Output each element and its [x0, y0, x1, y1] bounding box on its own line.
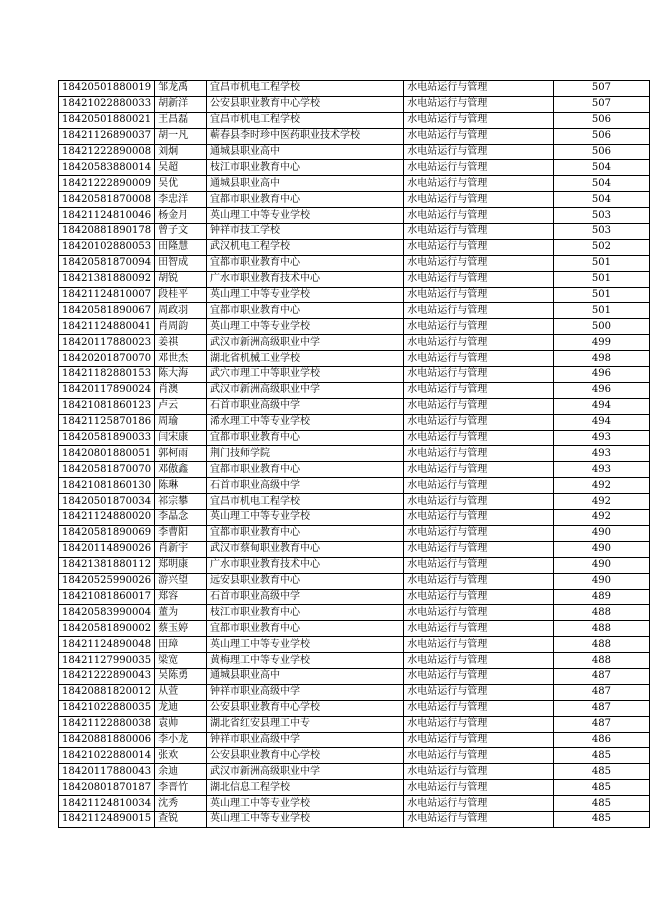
major-cell: 水电站运行与管理 — [404, 271, 554, 287]
table-row — [59, 796, 650, 812]
table-row — [59, 525, 650, 541]
score-cell: 488 — [553, 605, 649, 621]
table-row — [59, 208, 650, 224]
score-cell: 494 — [553, 398, 649, 414]
school-name-cell: 浠水理工中等专业学校 — [207, 414, 404, 430]
school-name-cell: 宜都市职业教育中心 — [207, 192, 404, 208]
student-name-cell: 李曹阳 — [155, 525, 207, 541]
score-cell: 487 — [553, 684, 649, 700]
school-name-cell: 远安县职业教育中心 — [207, 573, 404, 589]
table-row — [59, 271, 650, 287]
candidate-id-cell: 18420801870187 — [59, 780, 155, 796]
score-cell: 501 — [553, 287, 649, 303]
table-row — [59, 541, 650, 557]
major-cell: 水电站运行与管理 — [404, 239, 554, 255]
table-row — [59, 668, 650, 684]
major-cell: 水电站运行与管理 — [404, 351, 554, 367]
table-row — [59, 557, 650, 573]
student-name-cell: 郑容 — [155, 589, 207, 605]
table-row — [59, 653, 650, 669]
table-row — [59, 494, 650, 510]
table-row — [59, 287, 650, 303]
major-cell: 水电站运行与管理 — [404, 112, 554, 128]
score-cell: 485 — [553, 796, 649, 812]
candidate-id-cell: 18421124890015 — [59, 811, 155, 827]
major-cell: 水电站运行与管理 — [404, 319, 554, 335]
major-cell: 水电站运行与管理 — [404, 541, 554, 557]
student-name-cell: 田智成 — [155, 255, 207, 271]
major-cell: 水电站运行与管理 — [404, 224, 554, 240]
student-name-cell: 刘炯 — [155, 144, 207, 160]
school-name-cell: 通城县职业高中 — [207, 176, 404, 192]
major-cell: 水电站运行与管理 — [404, 637, 554, 653]
candidate-id-cell: 18421022880033 — [59, 96, 155, 112]
score-cell: 501 — [553, 271, 649, 287]
table-row — [59, 446, 650, 462]
table-row — [59, 732, 650, 748]
student-name-cell: 陈琳 — [155, 478, 207, 494]
candidate-id-cell: 18421022880014 — [59, 748, 155, 764]
candidate-id-cell: 18420581890002 — [59, 621, 155, 637]
student-name-cell: 卢云 — [155, 398, 207, 414]
candidate-id-cell: 18421124880020 — [59, 510, 155, 526]
school-name-cell: 黄梅理工中等专业学校 — [207, 653, 404, 669]
major-cell: 水电站运行与管理 — [404, 684, 554, 700]
school-name-cell: 广水市职业教育技术中心 — [207, 557, 404, 573]
student-name-cell: 袁帅 — [155, 716, 207, 732]
major-cell: 水电站运行与管理 — [404, 430, 554, 446]
score-table — [58, 80, 650, 828]
school-name-cell: 枝江市职业教育中心 — [207, 605, 404, 621]
table-row — [59, 414, 650, 430]
major-cell: 水电站运行与管理 — [404, 668, 554, 684]
school-name-cell: 蕲春县李时珍中医药职业技术学校 — [207, 128, 404, 144]
major-cell: 水电站运行与管理 — [404, 176, 554, 192]
score-cell: 485 — [553, 764, 649, 780]
table-row — [59, 764, 650, 780]
score-cell: 504 — [553, 192, 649, 208]
table-row — [59, 303, 650, 319]
table-row — [59, 716, 650, 732]
school-name-cell: 宜都市职业教育中心 — [207, 303, 404, 319]
table-row — [59, 176, 650, 192]
student-name-cell: 肖周韵 — [155, 319, 207, 335]
major-cell: 水电站运行与管理 — [404, 128, 554, 144]
table-row — [59, 748, 650, 764]
candidate-id-cell: 18420583880014 — [59, 160, 155, 176]
major-cell: 水电站运行与管理 — [404, 780, 554, 796]
major-cell: 水电站运行与管理 — [404, 494, 554, 510]
score-table-body — [59, 81, 650, 828]
student-name-cell: 祁宗攀 — [155, 494, 207, 510]
major-cell: 水电站运行与管理 — [404, 255, 554, 271]
major-cell: 水电站运行与管理 — [404, 748, 554, 764]
score-cell: 507 — [553, 81, 649, 97]
table-row — [59, 478, 650, 494]
table-row — [59, 81, 650, 97]
candidate-id-cell: 18421124810007 — [59, 287, 155, 303]
school-name-cell: 宜都市职业教育中心 — [207, 621, 404, 637]
table-row — [59, 96, 650, 112]
student-name-cell: 周瑜 — [155, 414, 207, 430]
school-name-cell: 宜都市职业教育中心 — [207, 525, 404, 541]
table-row — [59, 382, 650, 398]
major-cell: 水电站运行与管理 — [404, 478, 554, 494]
candidate-id-cell: 18421182880153 — [59, 367, 155, 383]
school-name-cell: 武穴市理工中等职业学校 — [207, 367, 404, 383]
score-cell: 490 — [553, 541, 649, 557]
table-row — [59, 192, 650, 208]
candidate-id-cell: 18421122880038 — [59, 716, 155, 732]
candidate-id-cell: 18420117890024 — [59, 382, 155, 398]
candidate-id-cell: 18420583990004 — [59, 605, 155, 621]
candidate-id-cell: 18420801880051 — [59, 446, 155, 462]
student-name-cell: 张欢 — [155, 748, 207, 764]
score-cell: 493 — [553, 462, 649, 478]
school-name-cell: 广水市职业教育技术中心 — [207, 271, 404, 287]
candidate-id-cell: 18421222890009 — [59, 176, 155, 192]
table-row — [59, 319, 650, 335]
score-cell: 493 — [553, 430, 649, 446]
major-cell: 水电站运行与管理 — [404, 573, 554, 589]
student-name-cell: 董为 — [155, 605, 207, 621]
score-cell: 500 — [553, 319, 649, 335]
candidate-id-cell: 18421124890048 — [59, 637, 155, 653]
candidate-id-cell: 18421081860130 — [59, 478, 155, 494]
major-cell: 水电站运行与管理 — [404, 462, 554, 478]
school-name-cell: 石首市职业高级中学 — [207, 478, 404, 494]
student-name-cell: 邓傲鑫 — [155, 462, 207, 478]
score-cell: 502 — [553, 239, 649, 255]
school-name-cell: 公安县职业教育中心学校 — [207, 96, 404, 112]
school-name-cell: 武汉市蔡甸职业教育中心 — [207, 541, 404, 557]
student-name-cell: 胡新洋 — [155, 96, 207, 112]
student-name-cell: 游兴望 — [155, 573, 207, 589]
school-name-cell: 宜昌市机电工程学校 — [207, 494, 404, 510]
student-name-cell: 闫宋康 — [155, 430, 207, 446]
candidate-id-cell: 18421124810034 — [59, 796, 155, 812]
school-name-cell: 宜昌市机电工程学校 — [207, 112, 404, 128]
candidate-id-cell: 18421126890037 — [59, 128, 155, 144]
score-cell: 503 — [553, 224, 649, 240]
school-name-cell: 湖北信息工程学校 — [207, 780, 404, 796]
major-cell: 水电站运行与管理 — [404, 605, 554, 621]
table-row — [59, 605, 650, 621]
table-row — [59, 589, 650, 605]
major-cell: 水电站运行与管理 — [404, 446, 554, 462]
student-name-cell: 段桂平 — [155, 287, 207, 303]
student-name-cell: 蔡玉婷 — [155, 621, 207, 637]
table-row — [59, 144, 650, 160]
score-cell: 504 — [553, 160, 649, 176]
candidate-id-cell: 18421381880092 — [59, 271, 155, 287]
table-row — [59, 573, 650, 589]
candidate-id-cell: 18420581870094 — [59, 255, 155, 271]
student-name-cell: 吴超 — [155, 160, 207, 176]
candidate-id-cell: 18420581890033 — [59, 430, 155, 446]
table-row — [59, 239, 650, 255]
candidate-id-cell: 18420881880006 — [59, 732, 155, 748]
school-name-cell: 武汉机电工程学校 — [207, 239, 404, 255]
score-cell: 485 — [553, 780, 649, 796]
student-name-cell: 田隆慧 — [155, 239, 207, 255]
school-name-cell: 宜昌市机电工程学校 — [207, 81, 404, 97]
score-cell: 507 — [553, 96, 649, 112]
student-name-cell: 李晶念 — [155, 510, 207, 526]
major-cell: 水电站运行与管理 — [404, 367, 554, 383]
major-cell: 水电站运行与管理 — [404, 732, 554, 748]
student-name-cell: 梁宽 — [155, 653, 207, 669]
score-cell: 498 — [553, 351, 649, 367]
student-name-cell: 王昌磊 — [155, 112, 207, 128]
candidate-id-cell: 18421081860123 — [59, 398, 155, 414]
candidate-id-cell: 18421124810046 — [59, 208, 155, 224]
candidate-id-cell: 18421222890008 — [59, 144, 155, 160]
candidate-id-cell: 18421124880041 — [59, 319, 155, 335]
student-name-cell: 曾子文 — [155, 224, 207, 240]
student-name-cell: 胡一凡 — [155, 128, 207, 144]
candidate-id-cell: 18420117880023 — [59, 335, 155, 351]
student-name-cell: 李忠洋 — [155, 192, 207, 208]
major-cell: 水电站运行与管理 — [404, 700, 554, 716]
table-row — [59, 637, 650, 653]
score-cell: 499 — [553, 335, 649, 351]
major-cell: 水电站运行与管理 — [404, 510, 554, 526]
school-name-cell: 英山理工中等专业学校 — [207, 510, 404, 526]
candidate-id-cell: 18420102880053 — [59, 239, 155, 255]
score-cell: 488 — [553, 637, 649, 653]
school-name-cell: 石首市职业高级中学 — [207, 589, 404, 605]
school-name-cell: 湖北省机械工业学校 — [207, 351, 404, 367]
school-name-cell: 武汉市新洲高级职业中学 — [207, 335, 404, 351]
candidate-id-cell: 18421081860017 — [59, 589, 155, 605]
major-cell: 水电站运行与管理 — [404, 589, 554, 605]
candidate-id-cell: 18420501880021 — [59, 112, 155, 128]
school-name-cell: 钟祥市技工学校 — [207, 224, 404, 240]
student-name-cell: 肖澳 — [155, 382, 207, 398]
table-row — [59, 811, 650, 827]
school-name-cell: 英山理工中等专业学校 — [207, 637, 404, 653]
student-name-cell: 肖新宇 — [155, 541, 207, 557]
score-cell: 487 — [553, 700, 649, 716]
candidate-id-cell: 18420201870070 — [59, 351, 155, 367]
school-name-cell: 英山理工中等专业学校 — [207, 319, 404, 335]
student-name-cell: 吴陈勇 — [155, 668, 207, 684]
table-row — [59, 351, 650, 367]
major-cell: 水电站运行与管理 — [404, 398, 554, 414]
score-cell: 506 — [553, 128, 649, 144]
school-name-cell: 英山理工中等专业学校 — [207, 811, 404, 827]
table-row — [59, 335, 650, 351]
major-cell: 水电站运行与管理 — [404, 208, 554, 224]
score-cell: 488 — [553, 621, 649, 637]
score-cell: 501 — [553, 255, 649, 271]
major-cell: 水电站运行与管理 — [404, 303, 554, 319]
student-name-cell: 周政羽 — [155, 303, 207, 319]
school-name-cell: 宜都市职业教育中心 — [207, 255, 404, 271]
candidate-id-cell: 18421125870186 — [59, 414, 155, 430]
major-cell: 水电站运行与管理 — [404, 557, 554, 573]
candidate-id-cell: 18420117880043 — [59, 764, 155, 780]
major-cell: 水电站运行与管理 — [404, 716, 554, 732]
score-cell: 492 — [553, 494, 649, 510]
table-row — [59, 510, 650, 526]
school-name-cell: 英山理工中等专业学校 — [207, 208, 404, 224]
student-name-cell: 邓世杰 — [155, 351, 207, 367]
score-cell: 496 — [553, 382, 649, 398]
table-row — [59, 780, 650, 796]
school-name-cell: 钟祥市职业高级中学 — [207, 732, 404, 748]
major-cell: 水电站运行与管理 — [404, 160, 554, 176]
major-cell: 水电站运行与管理 — [404, 287, 554, 303]
candidate-id-cell: 18420525990026 — [59, 573, 155, 589]
student-name-cell: 从萱 — [155, 684, 207, 700]
score-cell: 496 — [553, 367, 649, 383]
score-cell: 503 — [553, 208, 649, 224]
major-cell: 水电站运行与管理 — [404, 96, 554, 112]
table-row — [59, 112, 650, 128]
major-cell: 水电站运行与管理 — [404, 764, 554, 780]
student-name-cell: 余迪 — [155, 764, 207, 780]
school-name-cell: 湖北省红安县理工中专 — [207, 716, 404, 732]
student-name-cell: 郑明康 — [155, 557, 207, 573]
candidate-id-cell: 18420881890178 — [59, 224, 155, 240]
score-cell: 494 — [553, 414, 649, 430]
major-cell: 水电站运行与管理 — [404, 525, 554, 541]
major-cell: 水电站运行与管理 — [404, 796, 554, 812]
school-name-cell: 通城县职业高中 — [207, 144, 404, 160]
candidate-id-cell: 18420581890067 — [59, 303, 155, 319]
score-cell: 506 — [553, 112, 649, 128]
major-cell: 水电站运行与管理 — [404, 192, 554, 208]
school-name-cell: 荆门技师学院 — [207, 446, 404, 462]
table-row — [59, 224, 650, 240]
score-cell: 487 — [553, 668, 649, 684]
score-cell: 490 — [553, 525, 649, 541]
school-name-cell: 英山理工中等专业学校 — [207, 796, 404, 812]
score-cell: 488 — [553, 653, 649, 669]
candidate-id-cell: 18420114890026 — [59, 541, 155, 557]
school-name-cell: 英山理工中等专业学校 — [207, 287, 404, 303]
score-cell: 493 — [553, 446, 649, 462]
candidate-id-cell: 18421381880112 — [59, 557, 155, 573]
candidate-id-cell: 18421222890043 — [59, 668, 155, 684]
table-row — [59, 430, 650, 446]
major-cell: 水电站运行与管理 — [404, 81, 554, 97]
score-cell: 489 — [553, 589, 649, 605]
student-name-cell: 郭柯雨 — [155, 446, 207, 462]
candidate-id-cell: 18420501870034 — [59, 494, 155, 510]
score-cell: 486 — [553, 732, 649, 748]
table-row — [59, 684, 650, 700]
student-name-cell: 杨金月 — [155, 208, 207, 224]
major-cell: 水电站运行与管理 — [404, 335, 554, 351]
table-row — [59, 621, 650, 637]
school-name-cell: 公安县职业教育中心学校 — [207, 700, 404, 716]
score-cell: 485 — [553, 811, 649, 827]
table-row — [59, 255, 650, 271]
candidate-id-cell: 18421127990035 — [59, 653, 155, 669]
score-cell: 490 — [553, 557, 649, 573]
major-cell: 水电站运行与管理 — [404, 653, 554, 669]
candidate-id-cell: 18420581890069 — [59, 525, 155, 541]
student-name-cell: 沈秀 — [155, 796, 207, 812]
table-row — [59, 367, 650, 383]
score-cell: 490 — [553, 573, 649, 589]
candidate-id-cell: 18420881820012 — [59, 684, 155, 700]
score-cell: 501 — [553, 303, 649, 319]
student-name-cell: 龙迪 — [155, 700, 207, 716]
school-name-cell: 武汉市新洲高级职业中学 — [207, 382, 404, 398]
table-row — [59, 398, 650, 414]
student-name-cell: 查锐 — [155, 811, 207, 827]
candidate-id-cell: 18420581870008 — [59, 192, 155, 208]
student-name-cell: 田璋 — [155, 637, 207, 653]
school-name-cell: 武汉市新洲高级职业中学 — [207, 764, 404, 780]
candidate-id-cell: 18420501880019 — [59, 81, 155, 97]
score-cell: 506 — [553, 144, 649, 160]
candidate-id-cell: 18420581870070 — [59, 462, 155, 478]
student-name-cell: 邹龙禹 — [155, 81, 207, 97]
major-cell: 水电站运行与管理 — [404, 811, 554, 827]
candidate-id-cell: 18421022880035 — [59, 700, 155, 716]
table-row — [59, 462, 650, 478]
school-name-cell: 钟祥市职业高级中学 — [207, 684, 404, 700]
score-cell: 492 — [553, 478, 649, 494]
score-cell: 487 — [553, 716, 649, 732]
student-name-cell: 李小龙 — [155, 732, 207, 748]
school-name-cell: 枝江市职业教育中心 — [207, 160, 404, 176]
school-name-cell: 石首市职业高级中学 — [207, 398, 404, 414]
school-name-cell: 通城县职业高中 — [207, 668, 404, 684]
school-name-cell: 公安县职业教育中心学校 — [207, 748, 404, 764]
table-row — [59, 128, 650, 144]
score-cell: 504 — [553, 176, 649, 192]
major-cell: 水电站运行与管理 — [404, 414, 554, 430]
major-cell: 水电站运行与管理 — [404, 621, 554, 637]
major-cell: 水电站运行与管理 — [404, 144, 554, 160]
student-name-cell: 吴优 — [155, 176, 207, 192]
student-name-cell: 胡锐 — [155, 271, 207, 287]
school-name-cell: 宜都市职业教育中心 — [207, 462, 404, 478]
student-name-cell: 姜祺 — [155, 335, 207, 351]
score-cell: 485 — [553, 748, 649, 764]
major-cell: 水电站运行与管理 — [404, 382, 554, 398]
student-name-cell: 李晋竹 — [155, 780, 207, 796]
school-name-cell: 宜都市职业教育中心 — [207, 430, 404, 446]
table-row — [59, 700, 650, 716]
table-row — [59, 160, 650, 176]
student-name-cell: 陈大海 — [155, 367, 207, 383]
score-cell: 492 — [553, 510, 649, 526]
